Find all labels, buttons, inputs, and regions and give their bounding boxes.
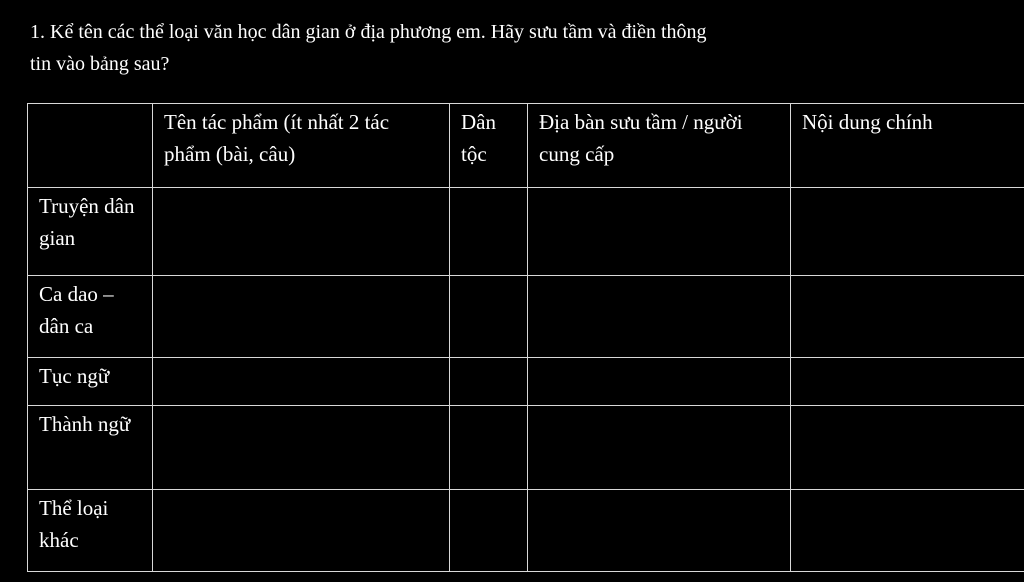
row-label-idioms: Thành ngữ bbox=[28, 406, 153, 490]
header-work-title: Tên tác phẩm (ít nhất 2 tác phẩm (bài, câu) bbox=[153, 104, 450, 188]
question-line-1: 1. Kể tên các thể loại văn học dân gian ở địa phương em. Hãy sưu tầm và điền thông bbox=[30, 21, 707, 43]
table-header-row bbox=[28, 104, 1024, 188]
table-cell bbox=[153, 490, 450, 572]
table-row bbox=[28, 358, 1024, 406]
header-ethnicity: Dân tộc bbox=[450, 104, 528, 188]
table-cell bbox=[791, 188, 1024, 276]
table-cell bbox=[153, 276, 450, 358]
header-main-content: Nội dung chính bbox=[791, 104, 1024, 188]
table-cell bbox=[528, 358, 791, 406]
table-cell bbox=[153, 358, 450, 406]
row-label-folk-tales: Truyện dân gian bbox=[28, 188, 153, 276]
header-corner-cell bbox=[28, 104, 153, 188]
question-line-2: tin vào bảng sau? bbox=[30, 53, 170, 75]
table-cell bbox=[153, 188, 450, 276]
table-row bbox=[28, 406, 1024, 490]
question-text bbox=[30, 16, 830, 80]
table-row bbox=[28, 276, 1024, 358]
table-row bbox=[28, 188, 1024, 276]
table-cell bbox=[791, 406, 1024, 490]
table-cell bbox=[153, 406, 450, 490]
table-cell bbox=[450, 358, 528, 406]
table-cell bbox=[450, 276, 528, 358]
row-label-folk-songs: Ca dao – dân ca bbox=[28, 276, 153, 358]
table-cell bbox=[791, 490, 1024, 572]
header-location-provider: Địa bàn sưu tầm / người cung cấp bbox=[528, 104, 791, 188]
row-label-other-genres: Thể loại khác bbox=[28, 490, 153, 572]
table-cell bbox=[528, 406, 791, 490]
table-cell bbox=[528, 188, 791, 276]
table-cell bbox=[450, 490, 528, 572]
table-cell bbox=[450, 188, 528, 276]
table-cell bbox=[791, 358, 1024, 406]
table-cell bbox=[450, 406, 528, 490]
table-row bbox=[28, 490, 1024, 572]
table-cell bbox=[791, 276, 1024, 358]
table-cell bbox=[528, 276, 791, 358]
row-label-proverbs: Tục ngữ bbox=[28, 358, 153, 406]
table-cell bbox=[528, 490, 791, 572]
folk-literature-table bbox=[27, 103, 1024, 572]
